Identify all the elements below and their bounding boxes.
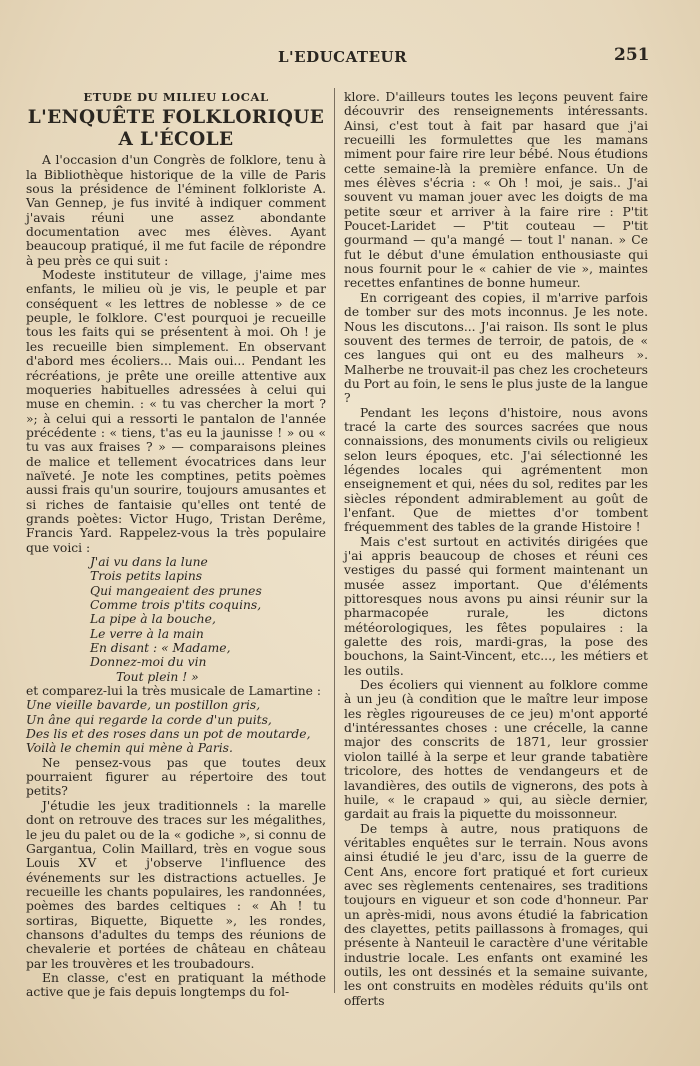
poem-line: Comme trois p'tits coquins, <box>90 598 262 612</box>
paragraph: J'étudie les jeux traditionnels : la marelle dont on retrouve des traces sur les mégalithes, le jeu du palet ou de la « godiche », si connu de Gargantua, Colin Maillard, très en vogue sous Louis XV et j'observe l'influence des événements sur les distractions actuelles. Je recueille les chants populaires, les randonnées, poèmes des bardes celtiques : « Ah ! tu sortiras, Biquette, Biquette », les rondes, chansons d'adultes du temps des réunions de chevalerie et portées de château en château par les trouvères et les troubadours. <box>26 798 326 971</box>
paragraph: Ne pensez-vous pas que toutes deux pourraient figurer au répertoire des tout petits? <box>26 755 326 799</box>
poem-line: Une vieille bavarde, un postillon gris, <box>26 698 261 713</box>
paragraph: En corrigeant des copies, il m'arrive parfois de tomber sur des mots inconnus. Je les note. Nous les discutons... J'ai raison. Ils sont le plus souvent des termes de terroir, de patois, de « ces langues qui ont eu des malheurs ». Malherbe ne trouvait-il pas chez les crocheteurs du Port au foin, le sens le plus juste de la langue ? <box>344 290 648 406</box>
paragraph: En classe, c'est en pratiquant la méthode active que je fais depuis longtemps du fol- <box>26 970 326 1000</box>
poem-comptine <box>26 555 326 684</box>
poem-lamartine <box>26 698 326 755</box>
poem-line: J'ai vu dans la lune <box>90 554 208 569</box>
paragraph: A l'occasion d'un Congrès de folklore, tenu à la Bibliothèque historique de la ville de Paris sous la présidence de l'éminent folkloriste A. Van Gennep, je fus invité à indiquer comment j'avais réuni une assez abondante documentation avec mes élèves. Ayant beaucoup pratiqué, il me fut facile de répondre à peu près ce qui suit : <box>26 153 326 268</box>
poem-line: Qui mangeaient des prunes <box>90 583 262 598</box>
paragraph: Modeste instituteur de village, j'aime mes enfants, le milieu où je vis, le peuple et par conséquent « les lettres de noblesse » de ce peuple, le folklore. C'est pourquoi je recueille tous les faits qui se présentent à moi. Oh ! je les recueille bien simplement. En observant d'abord mes écoliers... Mais oui... Pendant les récréations, je prête une oreille attentive aux moqueries habituelles adressées à celui qui muse en chemin. : « tu vas chercher la mort ? »; à celui qui a ressorti le pantalon de l'année précédente : « tiens, t'as eu la jaunisse ! » ou « tu vas aux fraises ? » — comparaisons pleines de malice et tellement évocatrices dans leur naïveté. Je note les comptines, petits poèmes aussi frais qu'un sourire, toujours amusantes et si riches de fantaisie qu'elles ont tenté de grands poètes: Victor Hugo, Tristan Derême, Francis Yard. Rappelez-vous la très populaire que voici : <box>26 268 326 555</box>
poem-line: Tout plein ! » <box>116 669 199 684</box>
article-kicker: ETUDE DU MILIEU LOCAL <box>83 90 269 104</box>
poem-line: Un âne qui regarde la corde d'un puits, <box>26 712 272 727</box>
article-title-line-2: A L'ÉCOLE <box>118 129 234 151</box>
paragraph: Pendant les leçons d'histoire, nous avons tracé la carte des sources sacrées que nous connaissions, des monuments civils ou religieux selon leurs époques, etc. J'ai sélectionné les légendes locales qui agrémentent mon enseignement et qui, nées du sol, redites par les siècles répondent admirablement au goût de l'enfant. Que de miettes d'or tombent fréquemment des tables de la grande Histoire ! <box>344 405 648 535</box>
poem-line: En disant : « Madame, <box>90 641 231 656</box>
poem-line: Donnez-moi du vin <box>90 655 207 670</box>
paragraph: klore. D'ailleurs toutes les leçons peuvent faire découvrir des renseignements intéressants. Ainsi, c'est tout à fait par hasard que j'ai recueilli les formulettes que les mamans miment pour faire rire leur bébé. Nous étudions cette semaine-là la première enfance. Un de mes élèves s'écria : « Oh ! moi, je sais.. J'ai souvent vu maman jouer avec les doigts de ma petite sœur et arriver à la faire rire : P'tit Poucet-Laridet — P'tit couteau — P'tit gourmand — qu'a mangé — tout l' nanan. » Ce fut le début d'une émulation enthousiaste qui nous fournit pour le « cahier de vie », maintes recettes enfantines de bonne humeur. <box>344 90 648 291</box>
paragraph: Mais c'est surtout en activités dirigées que j'ai appris beaucoup de choses et réuni ces vestiges du passé qui forment maintenant un musée assez important. Que d'éléments pittoresques nous avons pu ainsi réunir sur la pharmacopée rurale, les dictons météorologiques, les fêtes populaires : la galette des rois, mardi-gras, la pose des bouchons, la Saint-Vincent, etc..., les métiers et les outils. <box>344 534 648 678</box>
paragraph: Des écoliers qui viennent au folklore comme à un jeu (à condition que le maître leur impose les règles rigoureuses de ce jeu) m'ont apporté d'intéressantes choses : une crécelle, la canne major des conscrits de 1871, leur grossier violon taillé à la serpe et leur grande tabatière tricolore, des hottes de vendangeurs et de lavandières, des outils de vignerons, des pots à huile, « le crapaud » qui, au siècle dernier, gardait au frais la piquette du moissonneur. <box>344 678 648 822</box>
paragraph: et comparez-lui la très musicale de Lamartine : <box>26 684 321 699</box>
left-column <box>26 90 326 1000</box>
poem-line: Voilà le chemin qui mène à Paris. <box>26 741 233 756</box>
right-column <box>344 90 648 1008</box>
poem-line: La pipe à la bouche, <box>90 612 216 627</box>
running-head <box>0 42 700 72</box>
page-number: 251 <box>614 45 650 65</box>
column-divider <box>334 88 335 993</box>
poem-line: Des lis et des roses dans un pot de moutarde, <box>26 727 311 742</box>
paragraph: De temps à autre, nous pratiquons de véritables enquêtes sur le terrain. Nous avons ainsi étudié le jeu d'arc, issu de la guerre de Cent Ans, encore fort pratiqué et fort curieux avec ses règlements centenaires, ses traditions toujours en vigueur et son code d'honneur. Par un après-midi, nous avons étudié la fabrication des clayettes, petits paillassons à fromages, qui présente à Nanteuil le caractère d'une véritable industrie locale. Les enfants ont examiné les outils, les ont dessinés et la semaine suivante, les ont construits en modèles réduits qu'ils ont offerts <box>344 821 648 1008</box>
journal-name: L'EDUCATEUR <box>278 48 408 66</box>
poem-line: Trois petits lapins <box>90 569 203 584</box>
poem-line: Le verre à la main <box>90 626 204 641</box>
article-title-line-1: L'ENQUÊTE FOLKLORIQUE <box>27 107 325 129</box>
